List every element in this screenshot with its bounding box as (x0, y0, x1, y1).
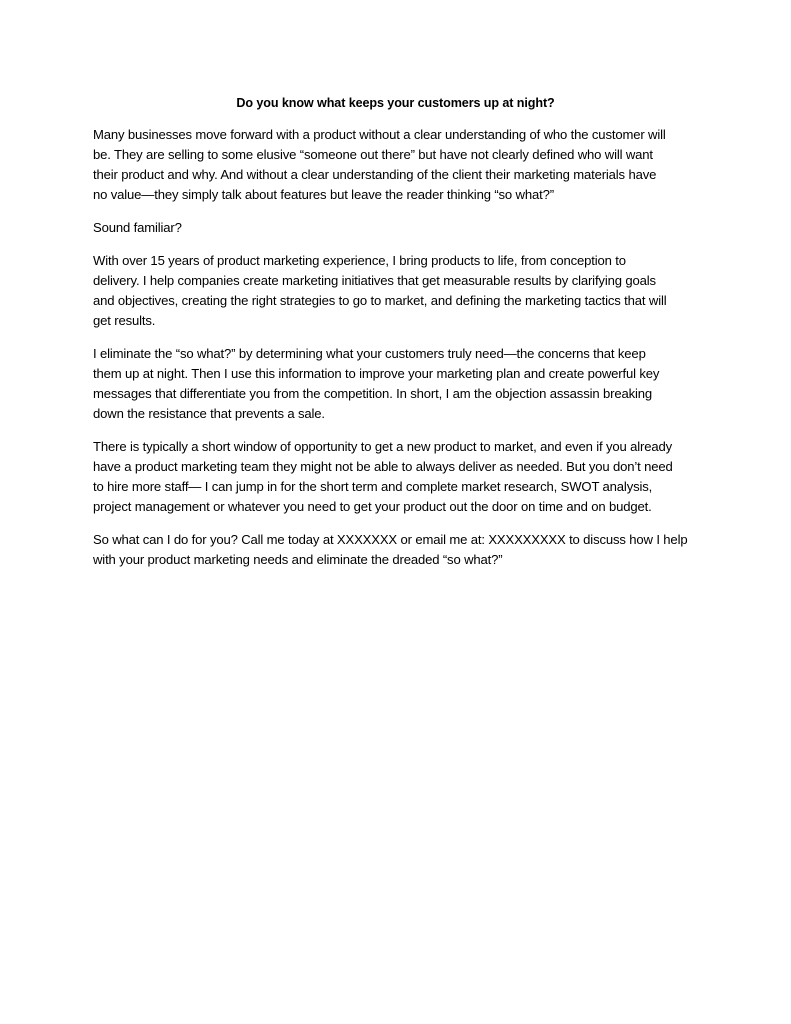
paragraph-line: There is typically a short window of opportunity to get a new product to market, and even if you already (93, 439, 673, 454)
paragraph-line: delivery. I help companies create marketing initiatives that get measurable results by clarifying goals (93, 273, 656, 288)
paragraph-line: down the resistance that prevents a sale. (93, 406, 325, 421)
document-body (93, 125, 705, 583)
paragraph-line: have a product marketing team they might not be able to always deliver as needed. But you don’t need (93, 459, 673, 474)
paragraph-experience (93, 251, 705, 331)
paragraph-line: and objectives, creating the right strategies to go to market, and defining the marketing tactics that will (93, 293, 667, 308)
paragraph-window (93, 437, 705, 517)
paragraph-sound-familiar (93, 218, 705, 238)
paragraph-line: I eliminate the “so what?” by determining what your customers truly need—the concerns that keep (93, 346, 646, 361)
paragraph-call-to-action (93, 530, 705, 570)
paragraph-eliminate (93, 344, 705, 424)
paragraph-line: So what can I do for you? Call me today at XXXXXXX or email me at: XXXXXXXXX to discuss how I help (93, 532, 688, 547)
paragraph-intro (93, 125, 705, 205)
paragraph-line: get results. (93, 313, 156, 328)
paragraph-line: With over 15 years of product marketing experience, I bring products to life, from conception to (93, 253, 626, 268)
paragraph-line: be. They are selling to some elusive “someone out there” but have not clearly defined who will want (93, 147, 653, 162)
paragraph-line: to hire more staff— I can jump in for the short term and complete market research, SWOT analysis, (93, 479, 653, 494)
paragraph-line: their product and why. And without a clear understanding of the client their marketing materials have (93, 167, 657, 182)
paragraph-line: with your product marketing needs and eliminate the dreaded “so what?” (93, 552, 503, 567)
paragraph-line: messages that differentiate you from the competition. In short, I am the objection assassin breaking (93, 386, 653, 401)
paragraph-line: them up at night. Then I use this information to improve your marketing plan and create powerful key (93, 366, 660, 381)
paragraph-line: Many businesses move forward with a product without a clear understanding of who the customer will (93, 127, 666, 142)
paragraph-line: Sound familiar? (93, 220, 182, 235)
paragraph-line: no value—they simply talk about features but leave the reader thinking “so what?” (93, 187, 554, 202)
paragraph-line: project management or whatever you need to get your product out the door on time and on budget. (93, 499, 652, 514)
document-title: Do you know what keeps your customers up at night? (236, 96, 555, 110)
